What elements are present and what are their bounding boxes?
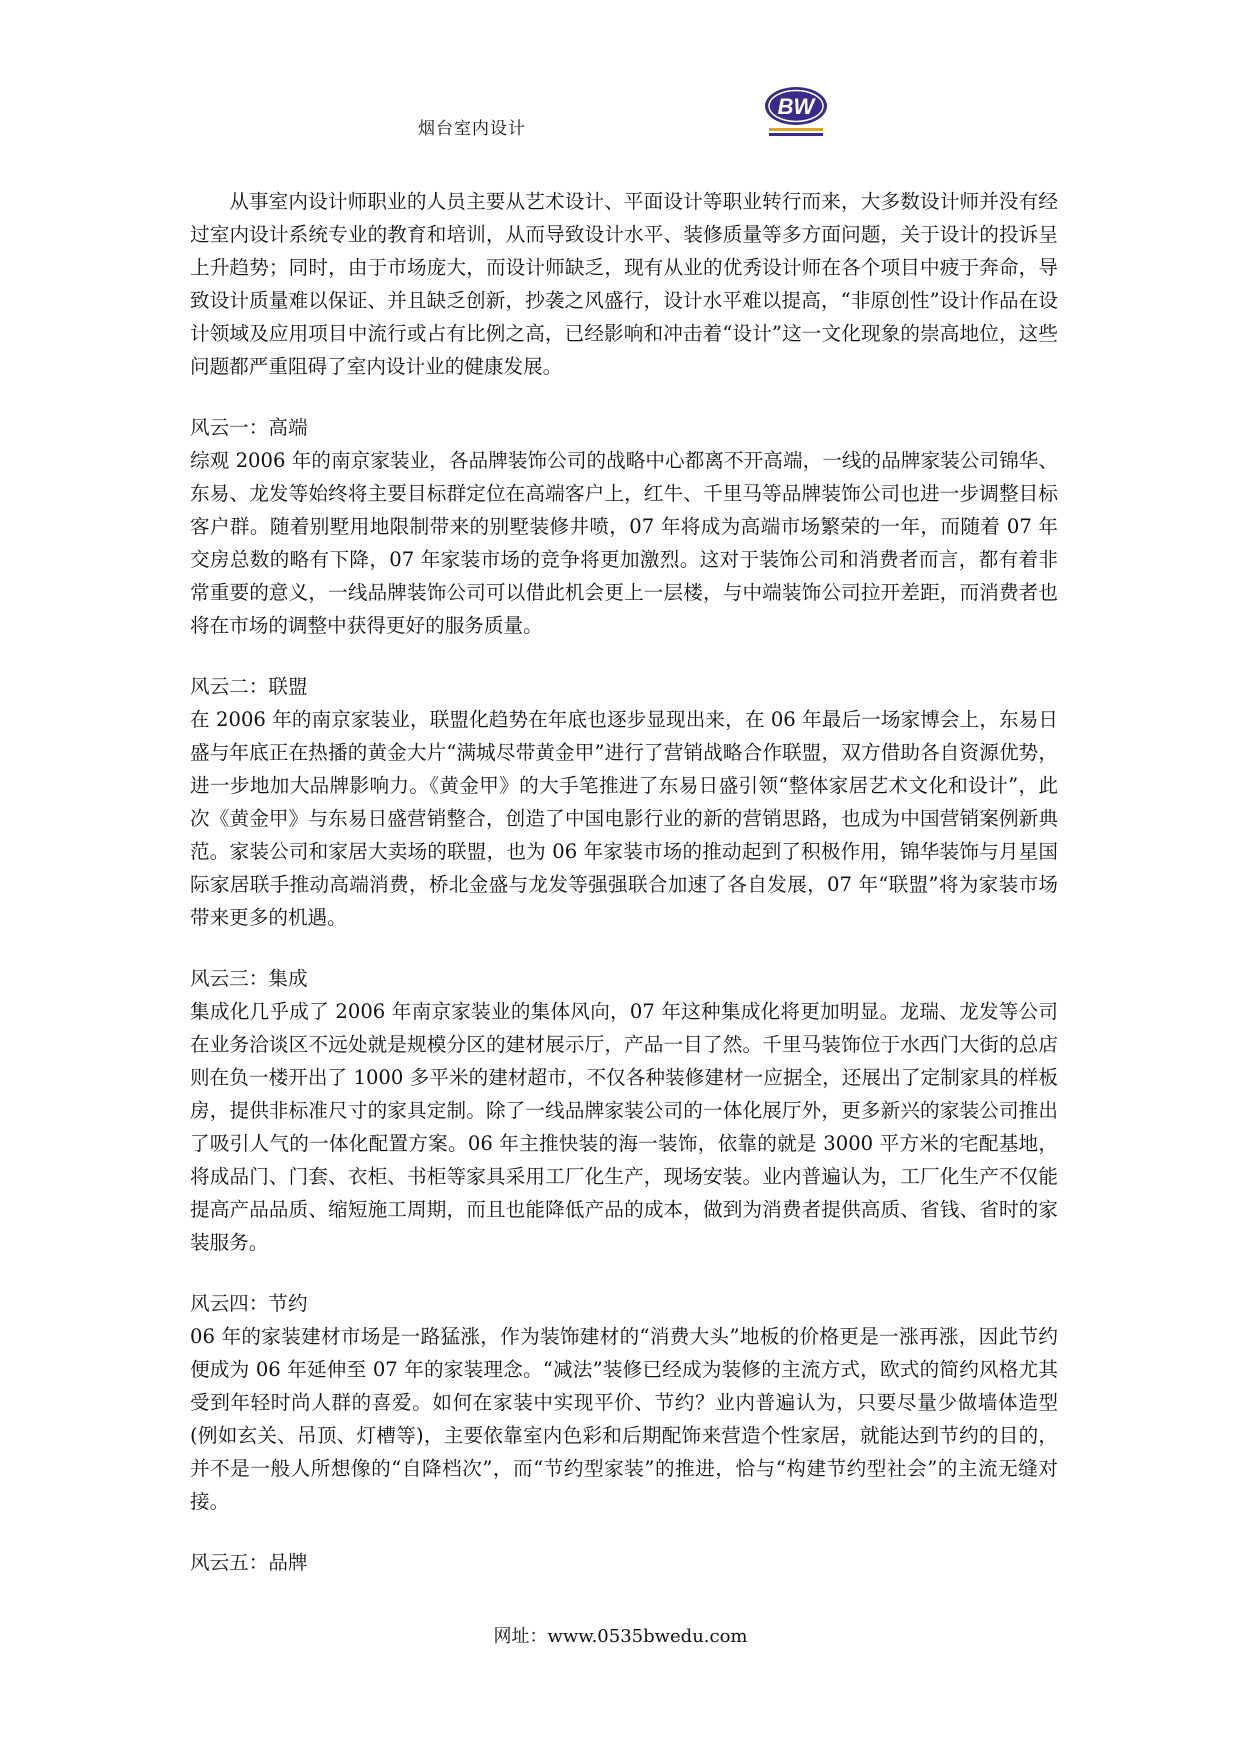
document-body: [190, 185, 1058, 1579]
section-4: [190, 1287, 1058, 1518]
section-title: 风云五：品牌: [190, 1551, 308, 1574]
section-5: [190, 1546, 1058, 1579]
section-title: 风云三：集成: [190, 967, 308, 990]
section-2: [190, 670, 1058, 934]
section-body: 06 年的家装建材市场是一路猛涨，作为装饰建材的“消费大头”地板的价格更是一涨再涨，因此节约便成为 06 年延伸至 07 年的家装理念。“减法”装修已经成为装修的主流方式，欧式的简约风格尤其受到年轻时尚人群的喜爱。如何在家装中实现平价、节约？业内普遍认为，只要尽量少做墙体造型(例如玄关、吊顶、灯槽等)，主要依靠室内色彩和后期配饰来营造个性家居，就能达到节约的目的，并不是一般人所想像的“自降档次”，而“节约型家装”的推进，恰与“构建节约型社会”的主流无缝对接。: [190, 1325, 1058, 1513]
section-1: [190, 411, 1058, 642]
section-3: [190, 962, 1058, 1259]
section-title: 风云二：联盟: [190, 675, 308, 698]
header-title: 烟台室内设计: [418, 119, 526, 139]
section-body: 集成化几乎成了 2006 年南京家装业的集体风向，07 年这种集成化将更加明显。龙瑞、龙发等公司在业务洽谈区不远处就是规模分区的建材展示厅，产品一目了然。千里马装饰位于水西门大街的总店则在负一楼开出了 1000 多平米的建材超市，不仅各种装修建材一应据全，还展出了定制家具的样板房，提供非标准尺寸的家具定制。除了一线品牌家装公司的一体化展厅外，更多新兴的家装公司推出了吸引人气的一体化配置方案。06 年主推快装的海一装饰，依靠的就是 3000 平方米的宅配基地，将成品门、门套、衣柜、书柜等家具采用工厂化生产，现场安装。业内普遍认为，工厂化生产不仅能提高产品品质、缩短施工周期，而且也能降低产品的成本，做到为消费者提供高质、省钱、省时的家装服务。: [190, 1000, 1058, 1254]
section-title: 风云一：高端: [190, 416, 308, 439]
bw-logo-icon: [763, 84, 829, 140]
section-body: 综观 2006 年的南京家装业，各品牌装饰公司的战略中心都离不开高端，一线的品牌家装公司锦华、东易、龙发等始终将主要目标群定位在高端客户上，红牛、千里马等品牌装饰公司也进一步调整目标客户群。随着别墅用地限制带来的别墅装修井喷，07 年将成为高端市场繁荣的一年，而随着 07 年交房总数的略有下降，07 年家装市场的竞争将更加激烈。这对于装饰公司和消费者而言，都有着非常重要的意义，一线品牌装饰公司可以借此机会更上一层楼，与中端装饰公司拉开差距，而消费者也将在市场的调整中获得更好的服务质量。: [190, 449, 1058, 637]
intro-paragraph: 从事室内设计师职业的人员主要从艺术设计、平面设计等职业转行而来，大多数设计师并没有经过室内设计系统专业的教育和培训，从而导致设计水平、装修质量等多方面问题，关于设计的投诉呈上升趋势；同时，由于市场庞大，而设计师缺乏，现有从业的优秀设计师在各个项目中疲于奔命，导致设计质量难以保证、并且缺乏创新，抄袭之风盛行，设计水平难以提高，“非原创性”设计作品在设计领域及应用项目中流行或占有比例之高，已经影响和冲击着“设计”这一文化现象的崇高地位，这些问题都严重阻碍了室内设计业的健康发展。: [190, 190, 1058, 378]
footer-url: 网址：www.0535bwedu.com: [493, 1626, 748, 1647]
section-title: 风云四：节约: [190, 1292, 308, 1315]
section-body: 在 2006 年的南京家装业，联盟化趋势在年底也逐步显现出来，在 06 年最后一场家博会上，东易日盛与年底正在热播的黄金大片“满城尽带黄金甲”进行了营销战略合作联盟，双方借助各自资源优势，进一步地加大品牌影响力。《黄金甲》的大手笔推进了东易日盛引领“整体家居艺术文化和设计”，此次《黄金甲》与东易日盛营销整合，创造了中国电影行业的新的营销思路，也成为中国营销案例新典范。家装公司和家居大卖场的联盟，也为 06 年家装市场的推动起到了积极作用，锦华装饰与月星国际家居联手推动高端消费，桥北金盛与龙发等强强联合加速了各自发展，07 年“联盟”将为家装市场带来更多的机遇。: [190, 708, 1058, 929]
logo-text: BW: [777, 94, 815, 119]
